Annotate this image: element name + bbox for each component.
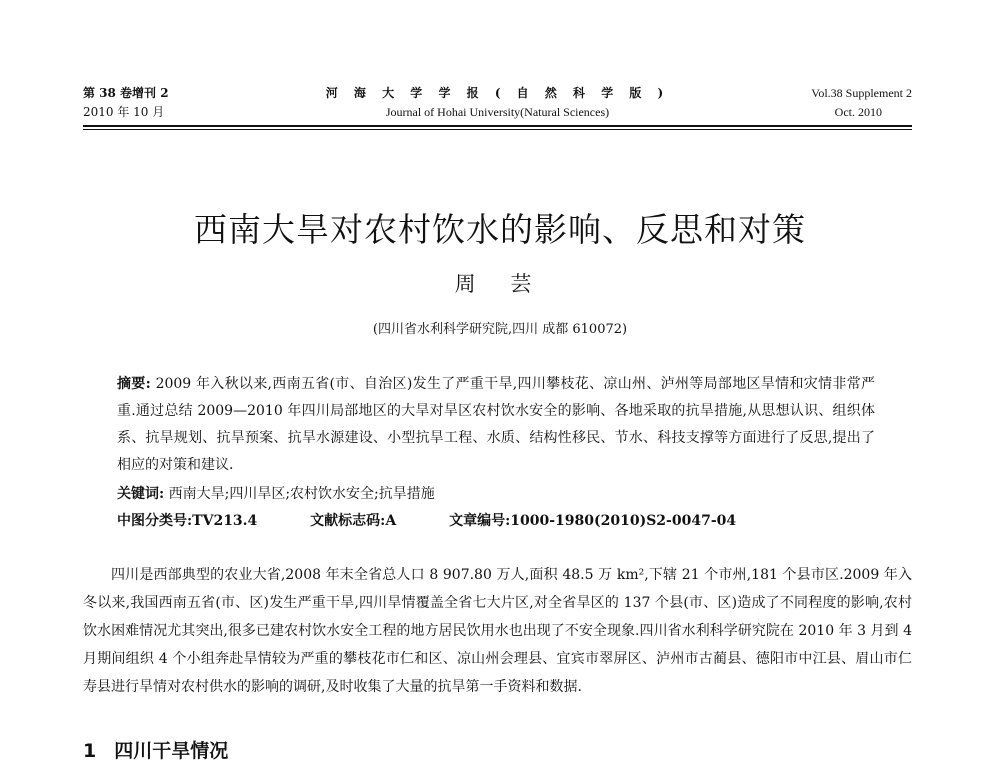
- keywords: [117, 482, 435, 506]
- running-header: [83, 84, 912, 124]
- abstract-label: 摘要:: [117, 376, 151, 392]
- header-volume: 第 38 卷增刊 2: [83, 86, 169, 100]
- clc-number: 中图分类号:TV213.4: [117, 513, 258, 529]
- section-heading: [83, 736, 228, 763]
- section-number: 1: [83, 740, 97, 762]
- article-author: 周 芸: [454, 272, 546, 296]
- header-date-en: Oct. 2010: [834, 105, 882, 119]
- keywords-label: 关键词:: [117, 486, 165, 502]
- body-text: [83, 561, 912, 701]
- journal-name-cn: 河 海 大 学 学 报 ( 自 然 科 学 版 ): [325, 86, 670, 100]
- document-code: 文献标志码:A: [310, 513, 397, 529]
- journal-name-en: Journal of Hohai University(Natural Sciences): [385, 105, 610, 119]
- header-volume-info-en: [811, 84, 912, 122]
- keywords-text: 西南大旱;四川旱区;农村饮水安全;抗旱措施: [168, 486, 435, 502]
- article-number: 文章编号:1000-1980(2010)S2-0047-04: [449, 513, 737, 529]
- header-rule-thin: [83, 129, 912, 130]
- abstract: [117, 371, 875, 479]
- author-affiliation: (四川省水利科学研究院,四川 成都 610072): [372, 322, 628, 337]
- header-journal-name: [83, 84, 912, 122]
- body-paragraph: 四川是西部典型的农业大省,2008 年末全省总人口 8 907.80 万人,面积 48.5 万 km²,下辖 21 个市州,181 个县市区.2009 年入冬以来,我国西南五省(市、区)发生严重干旱,四川旱情覆盖全省七大片区,对全省旱区的 137 个县(市、区)造成了不同程度的影响,农村饮水困难情况尤其突出,很多已建农村饮水安全工程的地方居民饮用水也出现了不安全现象.四川省水利科学研究院在 2010 年 3 月到 4 月期间组织 4 个小组奔赴旱情较为严重的攀枝花市仁和区、凉山州会理县、宜宾市翠屏区、泸州市古蔺县、德阳市中江县、眉山市仁寿县进行旱情对农村供水的影响的调研,及时收集了大量的抗旱第一手资料和数据.: [83, 567, 912, 695]
- header-volume-en: Vol.38 Supplement 2: [811, 86, 912, 100]
- header-rule-thick: [83, 125, 912, 127]
- header-date-cn: 2010 年 10 月: [83, 105, 165, 119]
- section-title: 四川干旱情况: [114, 740, 229, 762]
- article-title: 西南大旱对农村饮水的影响、反思和对策: [194, 210, 806, 249]
- classification-line: [117, 509, 890, 533]
- abstract-text: 2009 年入秋以来,西南五省(市、自治区)发生了严重干旱,四川攀枝花、凉山州、泸州等局部地区旱情和灾情非常严重.通过总结 2009—2010 年四川局部地区的大旱对旱区农村饮水安全的影响、各地采取的抗旱措施,从思想认识、组织体系、抗旱规划、抗旱预案、抗旱水源建设、小型抗旱工程、水质、结构性移民、节水、科技支撑等方面进行了反思,提出了相应的对策和建议.: [117, 376, 875, 473]
